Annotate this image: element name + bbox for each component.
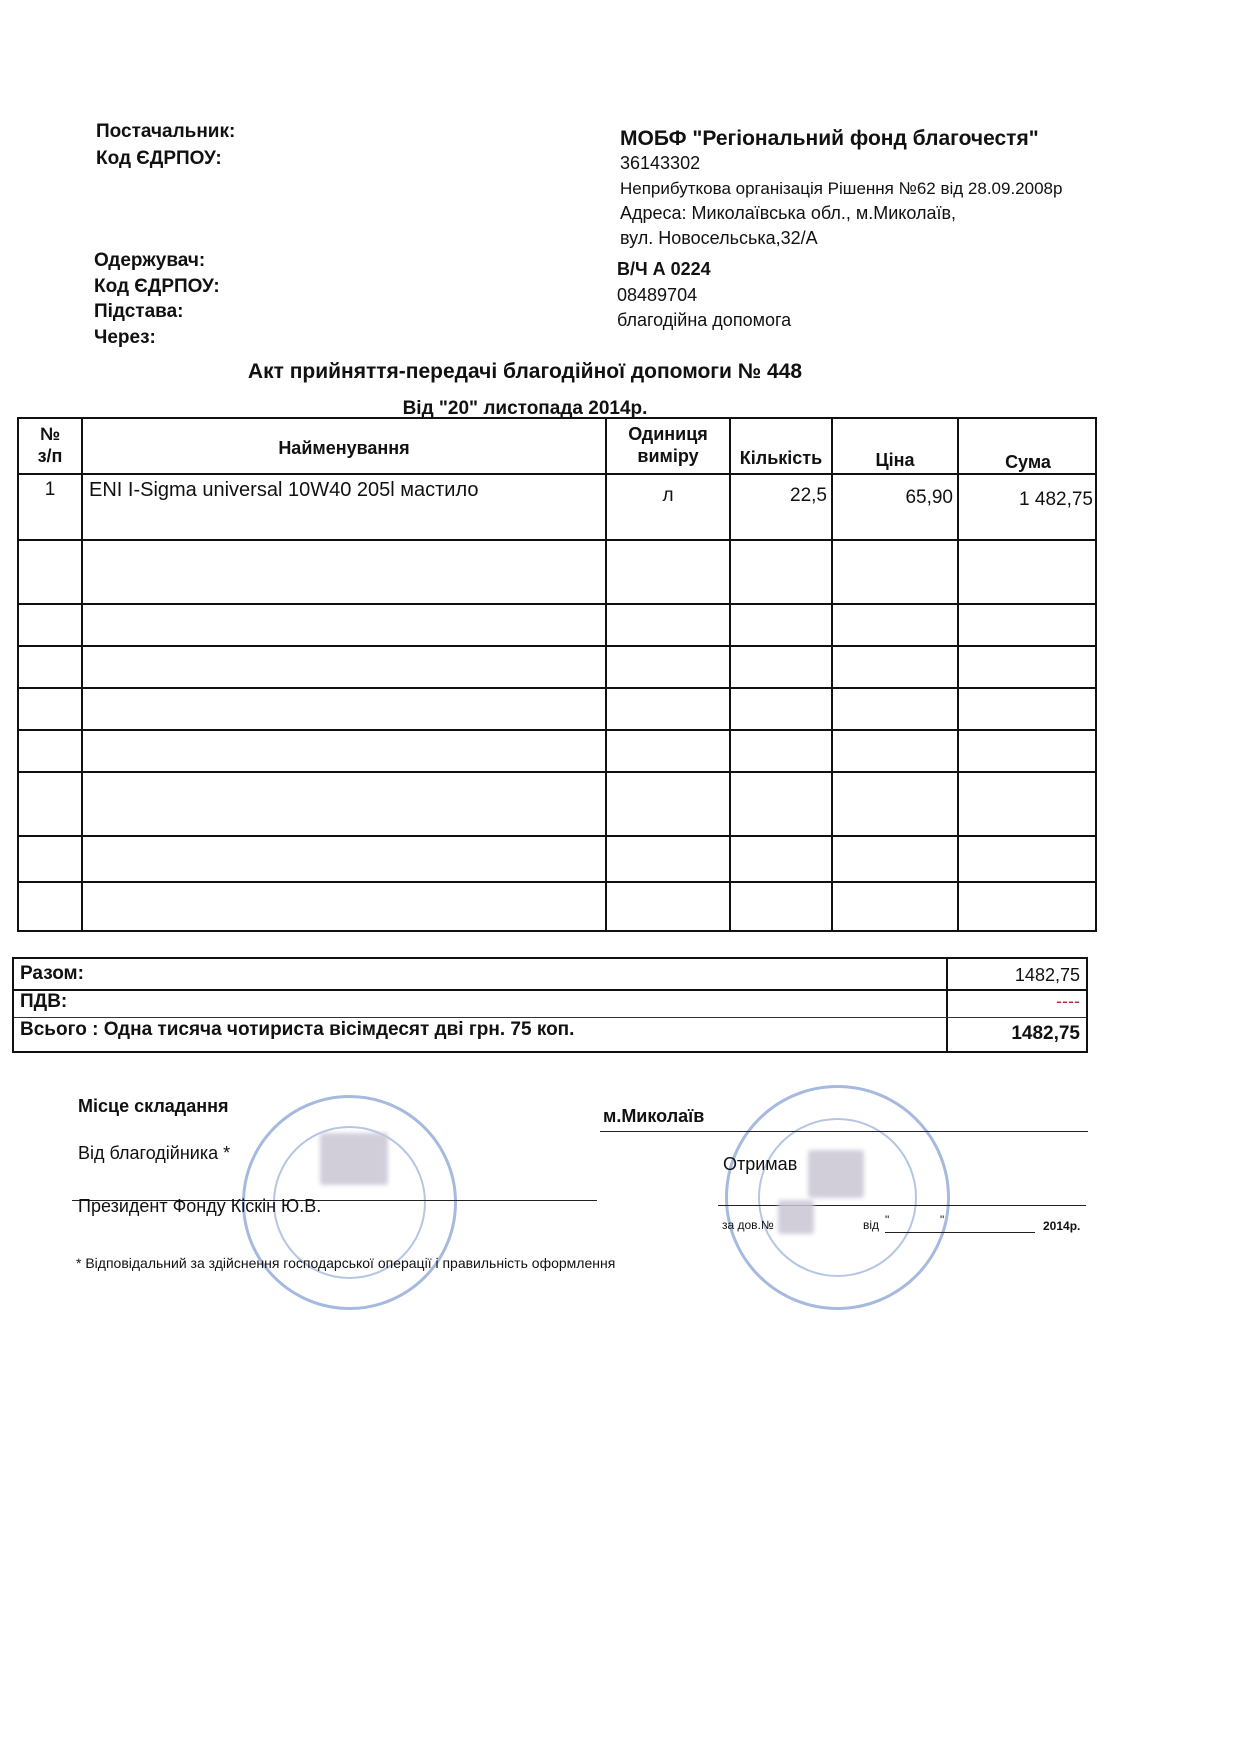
header-unit-line-1: Одиниця <box>628 424 708 444</box>
proxy-number-redacted <box>778 1200 814 1234</box>
table-row-divider <box>19 603 1095 605</box>
table-row-divider <box>19 729 1095 731</box>
header-number-line-2: з/п <box>37 446 63 466</box>
total-label: Всього : Одна тисяча чотириста вісімдесят дві грн. 75 коп. <box>20 1019 575 1040</box>
recipient-labels <box>94 248 220 350</box>
header-unit <box>607 423 729 467</box>
row-1-sum: 1 482,75 <box>1019 489 1093 510</box>
received-signature-redacted <box>808 1150 864 1198</box>
table-row-divider <box>19 771 1095 773</box>
proxy-from-label: від <box>863 1218 880 1232</box>
row-1-number: 1 <box>44 479 56 500</box>
recipient-label: Одержувач: <box>94 250 206 271</box>
table-row-divider <box>19 645 1095 647</box>
document-title: Акт прийняття-передачі благодійної допомоги № 448 <box>247 360 803 383</box>
place-underline <box>600 1131 1088 1132</box>
vat-label: ПДВ: <box>20 991 68 1012</box>
proxy-quote-close: " <box>940 1213 945 1227</box>
supplier-code-label: Код ЄДРПОУ: <box>96 148 222 169</box>
table-column-divider <box>81 419 83 930</box>
supplier-label: Постачальник: <box>96 121 236 142</box>
header-name: Найменування <box>278 438 410 458</box>
supplier-address-line-1: Адреса: Миколаївська обл., м.Миколаїв, <box>620 203 957 223</box>
document-date: Від "20" листопада 2014р. <box>402 398 648 419</box>
supplier-values <box>620 126 1062 251</box>
footnote: * Відповідальний за здійснення господарської операції і правильність оформлення <box>76 1255 616 1271</box>
vat-value: ---- <box>1056 991 1080 1011</box>
table-row-divider <box>19 835 1095 837</box>
row-1-price: 65,90 <box>905 487 953 508</box>
header-number <box>19 423 81 467</box>
totals-column-divider <box>946 959 948 1051</box>
donor-label: Від благодійника * <box>78 1143 231 1163</box>
president-signature: Президент Фонду Кіскін Ю.В. <box>78 1196 322 1216</box>
recipient-values <box>617 257 791 334</box>
total-value: 1482,75 <box>1011 1023 1080 1044</box>
proxy-quote-open: " <box>885 1213 890 1227</box>
donor-signature-redacted <box>320 1133 388 1185</box>
row-1-unit: л <box>662 485 674 506</box>
row-1-quantity: 22,5 <box>790 485 827 506</box>
recipient-code: 08489704 <box>617 284 698 305</box>
table-row-divider <box>19 687 1095 689</box>
supplier-labels <box>96 118 235 172</box>
items-table <box>17 417 1097 932</box>
table-row-divider <box>19 881 1095 883</box>
row-1-name: ENI I-Sigma universal 10W40 205l мастило <box>89 479 479 501</box>
place-value: м.Миколаїв <box>603 1106 705 1126</box>
header-sum: Сума <box>1005 452 1051 472</box>
header-price: Ціна <box>875 450 915 470</box>
received-signature-line <box>718 1205 1086 1206</box>
totals-row-divider <box>14 989 1086 991</box>
supplier-name: МОБФ "Регіональний фонд благочестя" <box>620 127 1039 150</box>
proxy-year: 2014р. <box>1043 1219 1081 1233</box>
totals-table <box>12 957 1088 1053</box>
supplier-address-line-2: вул. Новосельська,32/А <box>620 228 818 248</box>
supplier-code: 36143302 <box>620 153 701 173</box>
header-quantity: Кількість <box>739 448 823 468</box>
subtotal-label: Разом: <box>20 963 84 984</box>
via-label: Через: <box>94 326 156 348</box>
header-unit-line-2: виміру <box>637 446 699 466</box>
supplier-status: Неприбуткова організація Рішення №62 від 28.09.2008р <box>620 179 1063 198</box>
header-number-line-1: № <box>39 424 61 444</box>
received-label: Отримав <box>723 1154 798 1174</box>
recipient-name: В/Ч А 0224 <box>617 259 711 279</box>
proxy-date-line <box>885 1232 1035 1233</box>
proxy-label: за дов.№ <box>722 1218 774 1232</box>
basis-value: благодійна допомога <box>617 310 792 330</box>
place-label: Місце складання <box>78 1096 229 1116</box>
basis-label: Підстава: <box>94 301 184 322</box>
table-header-divider <box>19 473 1095 475</box>
totals-row-divider <box>14 1017 1086 1018</box>
subtotal-value: 1482,75 <box>1014 965 1080 985</box>
table-row-divider <box>19 539 1095 541</box>
recipient-code-label: Код ЄДРПОУ: <box>94 275 220 297</box>
